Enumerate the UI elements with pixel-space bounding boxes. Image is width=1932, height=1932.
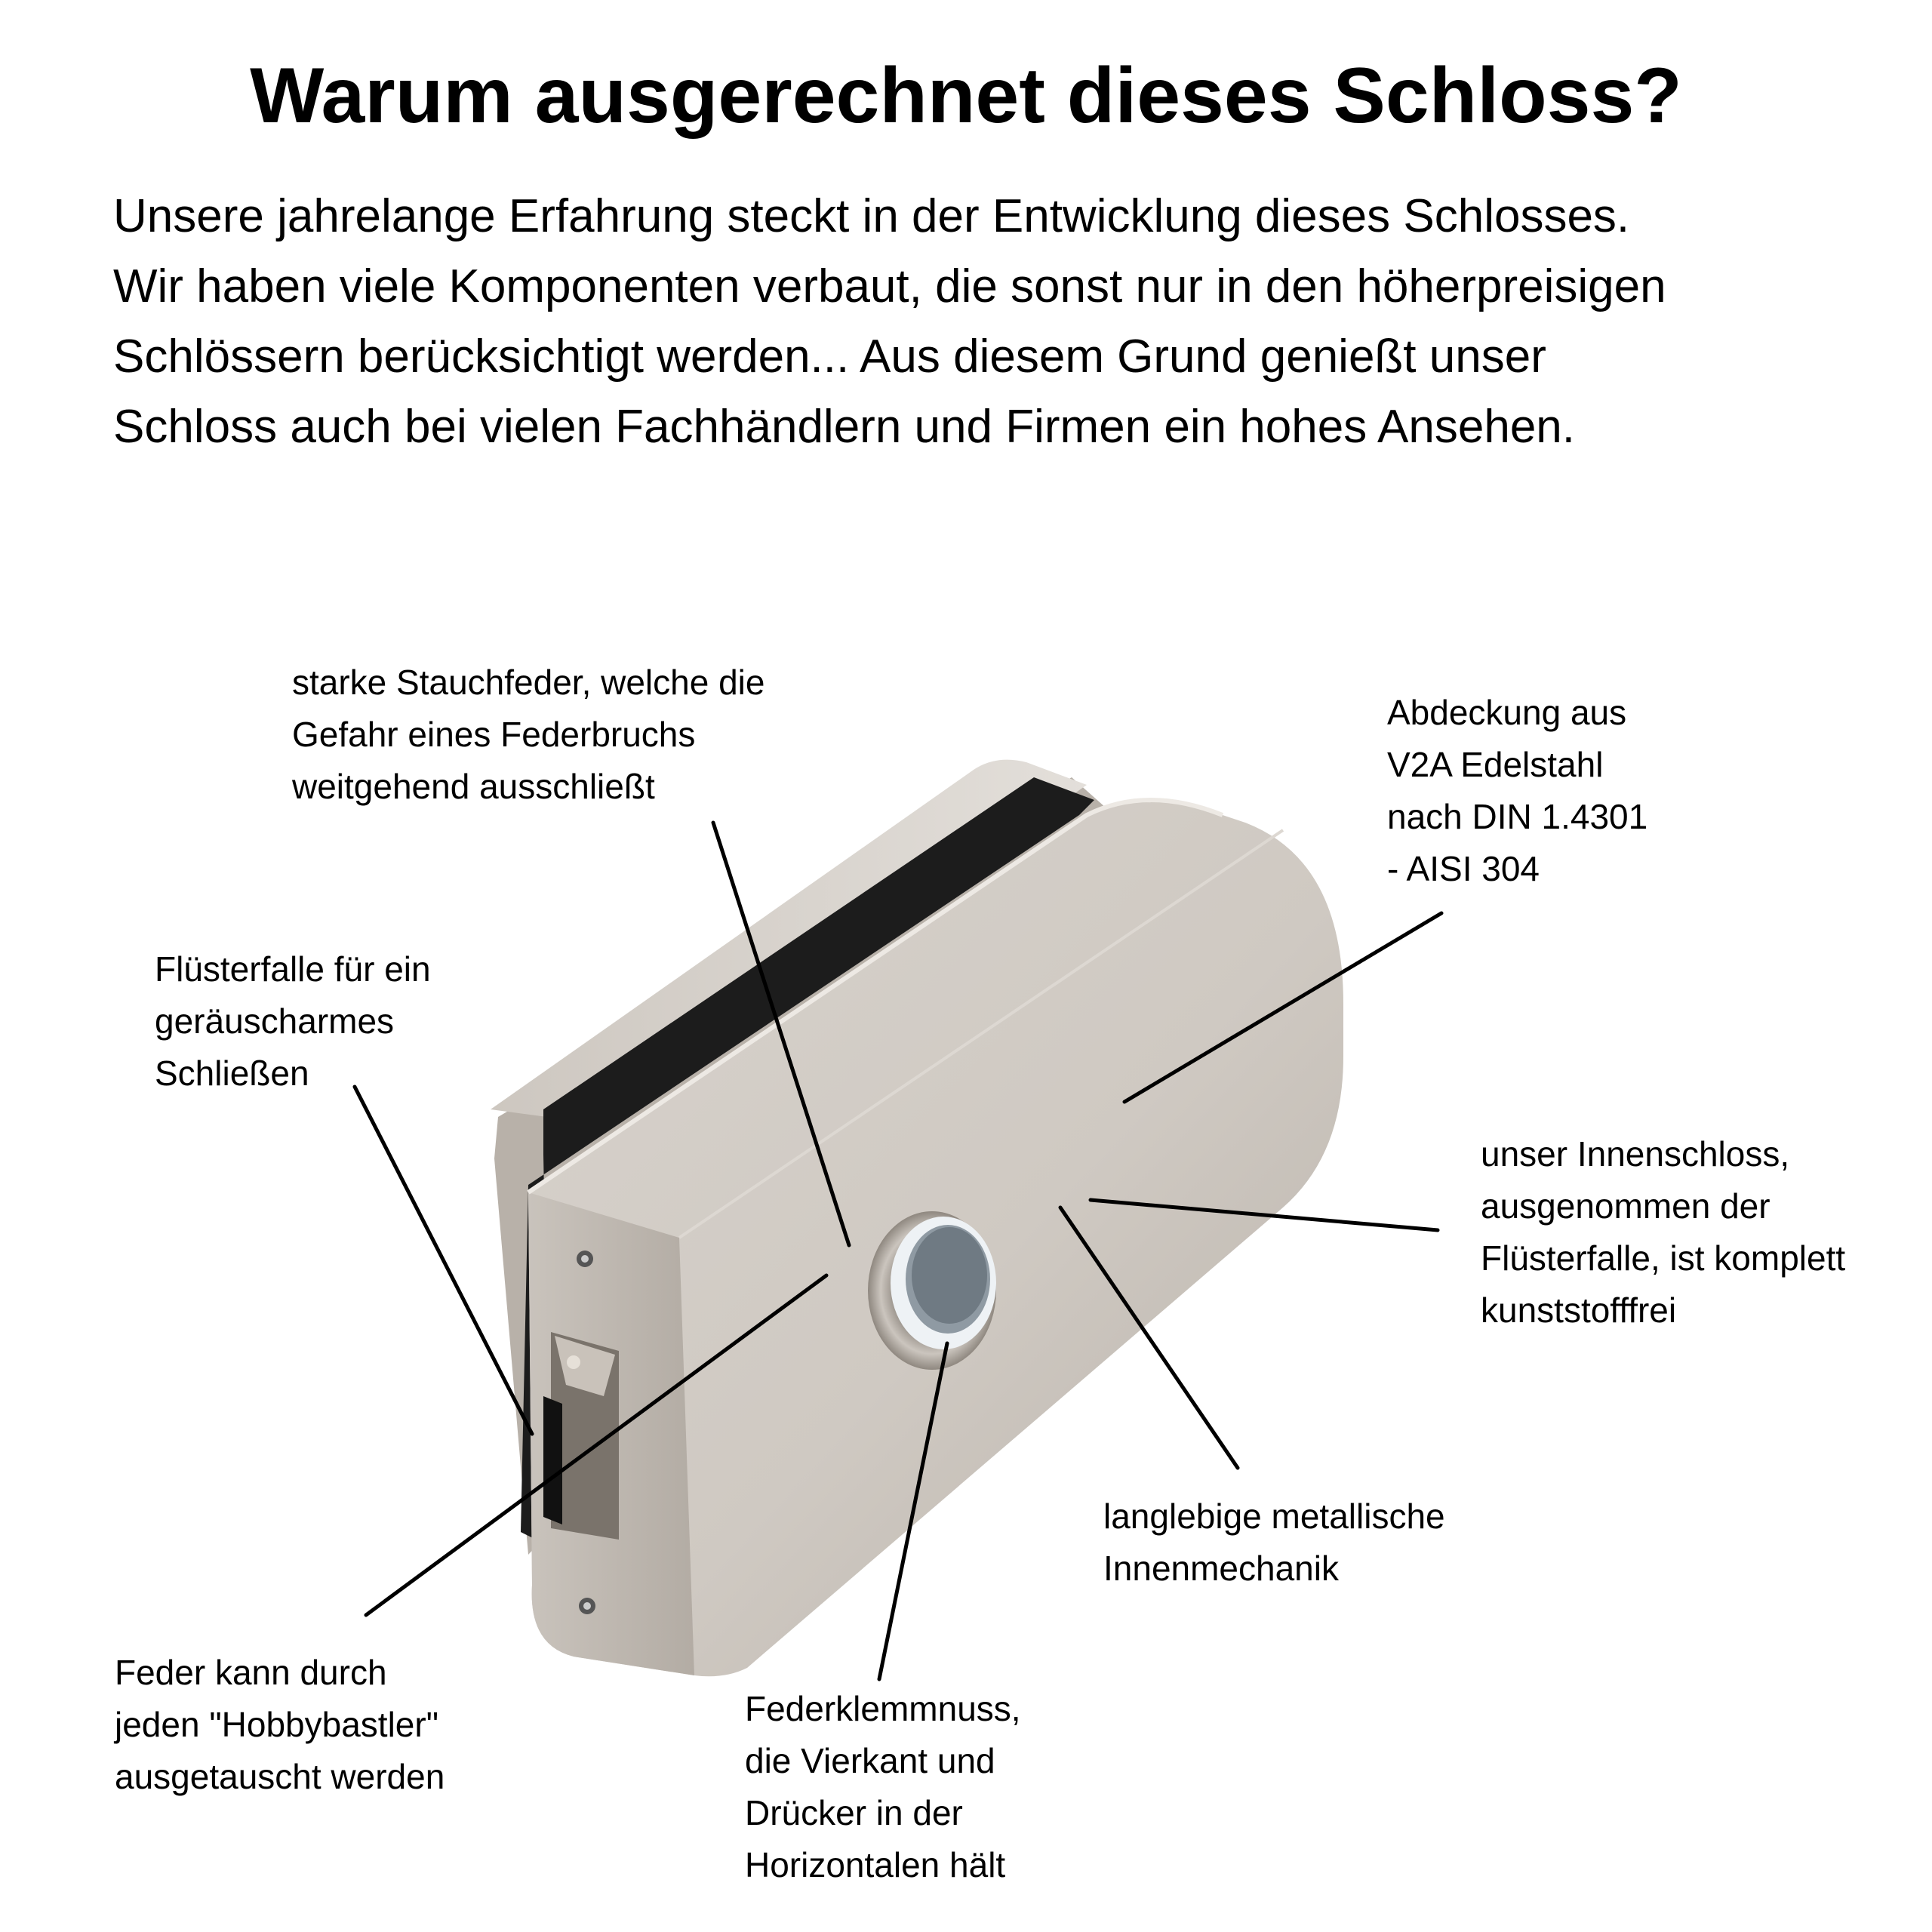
intro-line: Schlössern berücksichtigt werden... Aus diesem Grund genießt unser: [113, 331, 1546, 383]
annotation-replace: [115, 1647, 445, 1803]
annotation-line: unser Innenschloss,: [1481, 1134, 1790, 1174]
annotation-cover: [1387, 687, 1647, 895]
annotation-line: ausgetauscht werden: [115, 1757, 445, 1796]
annotation-line: ausgenommen der: [1481, 1186, 1770, 1226]
annotation-latch: [155, 943, 431, 1100]
annotation-line: Schließen: [155, 1054, 309, 1093]
page-title: Warum ausgerechnet dieses Schloss?: [250, 52, 1682, 140]
annotation-spring: [292, 657, 764, 813]
annotation-line: Horizontalen hält: [745, 1845, 1006, 1884]
annotation-line: Feder kann durch: [115, 1653, 387, 1692]
intro-line: Unsere jahrelange Erfahrung steckt in der Entwicklung dieses Schlosses.: [113, 190, 1630, 242]
intro-paragraph: [113, 181, 1872, 462]
annotation-line: starke Stauchfeder, welche die: [292, 663, 765, 702]
annotation-line: Flüsterfalle, ist komplett: [1481, 1238, 1846, 1278]
annotation-line: die Vierkant und: [745, 1741, 995, 1780]
intro-line: Wir haben viele Komponenten verbaut, die sonst nur in den höherpreisigen: [113, 260, 1666, 312]
spindle-nut: [868, 1211, 996, 1370]
annotation-line: Gefahr eines Federbruchs: [292, 715, 696, 754]
annotation-inner-lock: [1481, 1128, 1845, 1337]
annotation-line: - AISI 304: [1387, 849, 1540, 888]
annotation-nut: [745, 1683, 1021, 1891]
annotation-line: V2A Edelstahl: [1387, 745, 1604, 784]
annotation-line: langlebige metallische: [1103, 1497, 1445, 1536]
annotation-line: Drücker in der: [745, 1793, 963, 1832]
annotation-line: nach DIN 1.4301: [1387, 797, 1648, 836]
annotation-mechanics: [1103, 1491, 1445, 1595]
annotation-line: jeden "Hobbybastler": [115, 1705, 439, 1744]
annotation-line: weitgehend ausschließt: [292, 767, 655, 806]
intro-line: Schloss auch bei vielen Fachhändlern und Firmen ein hohes Ansehen.: [113, 401, 1576, 453]
annotation-line: Abdeckung aus: [1387, 693, 1627, 732]
annotation-line: Federklemmnuss,: [745, 1689, 1021, 1728]
annotation-line: Innenmechanik: [1103, 1549, 1339, 1588]
annotation-line: Flüsterfalle für ein: [155, 949, 431, 989]
annotation-line: geräuscharmes: [155, 1001, 395, 1041]
annotation-line: kunststofffrei: [1481, 1291, 1677, 1330]
